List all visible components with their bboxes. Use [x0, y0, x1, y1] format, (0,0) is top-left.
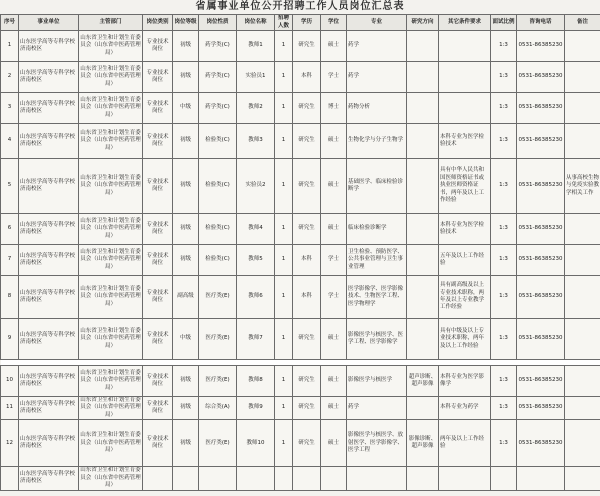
- nature-cell: 医疗类(E): [199, 319, 237, 360]
- post-name-cell: 教师10: [237, 420, 275, 467]
- header-cell: 岗位类别: [143, 15, 173, 31]
- row-number: 12: [1, 420, 19, 467]
- header-cell: 序号: [1, 15, 19, 31]
- requirements-cell: 两年及以上工作经验: [439, 420, 491, 467]
- ratio-cell: 1:3: [491, 124, 517, 159]
- education-cell: 研究生: [293, 397, 321, 420]
- header-cell: 研究方向: [407, 15, 439, 31]
- nature-cell: 医疗类(E): [199, 276, 237, 319]
- document-title: 省属事业单位公开招聘工作人员岗位汇总表: [195, 1, 405, 12]
- row-number: 5: [1, 159, 19, 214]
- post-name-cell: 教师2: [237, 93, 275, 124]
- category-cell: 专业技术岗位: [143, 159, 173, 214]
- nature-cell: 药学类(C): [199, 62, 237, 93]
- phone-cell: 0531-86385230: [517, 93, 565, 124]
- note-cell: [565, 124, 600, 159]
- row-number: 9: [1, 319, 19, 360]
- ratio-cell: 1:3: [491, 420, 517, 467]
- phone-cell: 0531-86385230: [517, 159, 565, 214]
- phone-cell: 0531-86385230: [517, 366, 565, 397]
- degree-cell: 硕士: [321, 397, 347, 420]
- unit-cell: 山东医学高等专科学校济南校区: [19, 467, 79, 490]
- department-cell: 山东省卫生和计划生育委员会（山东省中医药管理局）: [79, 319, 143, 360]
- post-name-cell: 教师5: [237, 245, 275, 276]
- degree-cell: 硕士: [321, 366, 347, 397]
- note-cell: [565, 366, 600, 397]
- education-cell: 研究生: [293, 124, 321, 159]
- nature-cell: 综合类(A): [199, 397, 237, 420]
- ratio-cell: [491, 467, 517, 490]
- post-name-cell: 教师9: [237, 397, 275, 420]
- phone-cell: 0531-86385230: [517, 319, 565, 360]
- direction-cell: [407, 62, 439, 93]
- direction-cell: [407, 245, 439, 276]
- department-cell: 山东省卫生和计划生育委员会（山东省中医药管理局）: [79, 31, 143, 62]
- nature-cell: 药学类(C): [199, 93, 237, 124]
- header-cell: 学位: [321, 15, 347, 31]
- department-cell: 山东省卫生和计划生育委员会（山东省中医药管理局）: [79, 159, 143, 214]
- major-cell: 药物分析: [347, 93, 407, 124]
- table-row: [1, 245, 600, 276]
- row-number: 11: [1, 397, 19, 420]
- education-cell: 研究生: [293, 31, 321, 62]
- major-cell: 卫生检验、预防医学、公共事业管理与卫生事业管理: [347, 245, 407, 276]
- category-cell: 专业技术岗位: [143, 420, 173, 467]
- note-cell: [565, 276, 600, 319]
- education-cell: 研究生: [293, 93, 321, 124]
- department-cell: 山东省卫生和计划生育委员会（山东省中医药管理局）: [79, 420, 143, 467]
- nature-cell: 医疗类(E): [199, 366, 237, 397]
- row-number: 3: [1, 93, 19, 124]
- level-cell: 初级: [173, 62, 199, 93]
- category-cell: 专业技术岗位: [143, 214, 173, 245]
- ratio-cell: 1:3: [491, 31, 517, 62]
- table-row: [1, 31, 600, 62]
- department-cell: 山东省卫生和计划生育委员会（山东省中医药管理局）: [79, 245, 143, 276]
- degree-cell: 硕士: [321, 420, 347, 467]
- phone-cell: 0531-86385230: [517, 276, 565, 319]
- education-cell: 本科: [293, 245, 321, 276]
- table-row: [1, 159, 600, 214]
- note-cell: [565, 397, 600, 420]
- level-cell: 中级: [173, 319, 199, 360]
- row-number: 6: [1, 214, 19, 245]
- post-name-cell: 教师8: [237, 366, 275, 397]
- phone-cell: 0531-86385230: [517, 214, 565, 245]
- education-cell: 研究生: [293, 420, 321, 467]
- phone-cell: [517, 467, 565, 490]
- phone-cell: 0531-86385230: [517, 31, 565, 62]
- row-number: 4: [1, 124, 19, 159]
- education-cell: 本科: [293, 62, 321, 93]
- header-cell: 备注: [565, 15, 600, 31]
- level-cell: 初级: [173, 366, 199, 397]
- level-cell: 初级: [173, 245, 199, 276]
- table-row: [1, 366, 600, 397]
- note-cell: [565, 93, 600, 124]
- department-cell: 山东省卫生和计划生育委员会（山东省中医药管理局）: [79, 366, 143, 397]
- degree-cell: 学士: [321, 276, 347, 319]
- count-cell: 1: [275, 319, 293, 360]
- count-cell: 1: [275, 93, 293, 124]
- direction-cell: [407, 467, 439, 490]
- row-number: 2: [1, 62, 19, 93]
- major-cell: [347, 467, 407, 490]
- nature-cell: 检验类(C): [199, 159, 237, 214]
- education-cell: 研究生: [293, 159, 321, 214]
- note-cell: [565, 31, 600, 62]
- department-cell: 山东省卫生和计划生育委员会（山东省中医药管理局）: [79, 124, 143, 159]
- level-cell: 副高级: [173, 276, 199, 319]
- major-cell: 临床检验诊断学: [347, 214, 407, 245]
- count-cell: 1: [275, 124, 293, 159]
- degree-cell: 硕士: [321, 159, 347, 214]
- ratio-cell: 1:3: [491, 62, 517, 93]
- major-cell: 影像医学与核医学: [347, 366, 407, 397]
- nature-cell: 检验类(C): [199, 214, 237, 245]
- direction-cell: [407, 319, 439, 360]
- requirements-cell: [439, 62, 491, 93]
- requirements-cell: [439, 93, 491, 124]
- nature-cell: 检验类(C): [199, 124, 237, 159]
- education-cell: 研究生: [293, 214, 321, 245]
- ratio-cell: 1:3: [491, 93, 517, 124]
- requirements-cell: 本科专业为药学: [439, 397, 491, 420]
- row-number: 7: [1, 245, 19, 276]
- note-cell: [565, 62, 600, 93]
- table-row: [1, 397, 600, 420]
- header-cell: 岗位性质: [199, 15, 237, 31]
- major-cell: 药学: [347, 62, 407, 93]
- requirements-cell: 本科专业为医学检验技术: [439, 214, 491, 245]
- table-row: [1, 420, 600, 467]
- post-name-cell: 实验员2: [237, 159, 275, 214]
- nature-cell: 检验类(C): [199, 245, 237, 276]
- unit-cell: 山东医学高等专科学校济南校区: [19, 420, 79, 467]
- direction-cell: [407, 124, 439, 159]
- requirements-cell: 具有中级及以上专业技术职称，两年及以上工作经验: [439, 319, 491, 360]
- level-cell: 中级: [173, 93, 199, 124]
- major-cell: 影像医学与核医学、放射医学、医学影像学、医学工程: [347, 420, 407, 467]
- header-cell: 事业单位: [19, 15, 79, 31]
- requirements-cell: 具有中华人民共和国医师资格证书或执业医师资格证书，两年及以上工作经验: [439, 159, 491, 214]
- header-cell: 岗位等级: [173, 15, 199, 31]
- direction-cell: [407, 214, 439, 245]
- direction-cell: [407, 276, 439, 319]
- unit-cell: 山东医学高等专科学校济南校区: [19, 31, 79, 62]
- direction-cell: [407, 397, 439, 420]
- category-cell: 专业技术岗位: [143, 319, 173, 360]
- count-cell: 1: [275, 31, 293, 62]
- level-cell: 初级: [173, 397, 199, 420]
- direction-cell: 超声诊断、超声影像: [407, 366, 439, 397]
- note-cell: [565, 420, 600, 467]
- unit-cell: 山东医学高等专科学校济南校区: [19, 245, 79, 276]
- direction-cell: [407, 159, 439, 214]
- phone-cell: 0531-86385230: [517, 420, 565, 467]
- direction-cell: 影像诊断、超声影像: [407, 420, 439, 467]
- requirements-cell: 本科专业为医学检验技术: [439, 124, 491, 159]
- header-cell: 咨询电话: [517, 15, 565, 31]
- header-cell: 面试比例: [491, 15, 517, 31]
- education-cell: 研究生: [293, 319, 321, 360]
- table-row: [1, 214, 600, 245]
- header-cell: 招聘人数: [275, 15, 293, 31]
- count-cell: 1: [275, 397, 293, 420]
- unit-cell: 山东医学高等专科学校济南校区: [19, 276, 79, 319]
- department-cell: 山东省卫生和计划生育委员会（山东省中医药管理局）: [80, 397, 141, 418]
- category-cell: 专业技术岗位: [143, 397, 173, 420]
- unit-cell: 山东医学高等专科学校济南校区: [19, 397, 79, 420]
- post-name-cell: 教师6: [237, 276, 275, 319]
- major-cell: 影像医学与核医学、医学工程、医学影像学: [347, 319, 407, 360]
- department-cell: 山东省卫生和计划生育委员会（山东省中医药管理局）: [79, 93, 143, 124]
- header-cell: 主管部门: [79, 15, 143, 31]
- ratio-cell: 1:3: [491, 276, 517, 319]
- nature-cell: 医疗类(E): [199, 420, 237, 467]
- degree-cell: 硕士: [321, 319, 347, 360]
- major-cell: 医学影像学、医学影像技术、生物医学工程、医学物理学: [347, 276, 407, 319]
- ratio-cell: 1:3: [491, 366, 517, 397]
- ratio-cell: 1:3: [491, 214, 517, 245]
- category-cell: 专业技术岗位: [143, 93, 173, 124]
- education-cell: 本科: [293, 276, 321, 319]
- post-name-cell: 教师3: [237, 124, 275, 159]
- post-name-cell: 教师1: [237, 31, 275, 62]
- note-cell: [565, 245, 600, 276]
- count-cell: 1: [275, 159, 293, 214]
- requirements-cell: 本科专业为医学影像学: [439, 366, 491, 397]
- unit-cell: 山东医学高等专科学校济南校区: [19, 214, 79, 245]
- positions-table: [0, 14, 600, 491]
- note-cell: 从事高校生物与免疫实验教学相关工作: [565, 159, 600, 214]
- note-cell: [565, 319, 600, 360]
- degree-cell: 硕士: [321, 124, 347, 159]
- requirements-cell: [439, 31, 491, 62]
- direction-cell: [407, 93, 439, 124]
- category-cell: 专业技术岗位: [143, 276, 173, 319]
- table-row: [1, 93, 600, 124]
- degree-cell: [321, 467, 347, 490]
- table-row: [1, 124, 600, 159]
- ratio-cell: 1:3: [491, 319, 517, 360]
- ratio-cell: 1:3: [491, 397, 517, 420]
- post-name-cell: 实验员1: [237, 62, 275, 93]
- count-cell: 1: [275, 62, 293, 93]
- post-name-cell: [237, 467, 275, 490]
- phone-cell: 0531-86385230: [517, 245, 565, 276]
- degree-cell: 硕士: [321, 31, 347, 62]
- ratio-cell: 1:3: [491, 245, 517, 276]
- level-cell: 初级: [173, 31, 199, 62]
- unit-cell: 山东医学高等专科学校济南校区: [19, 93, 79, 124]
- count-cell: 1: [275, 366, 293, 397]
- table-row: [1, 319, 600, 360]
- degree-cell: 学士: [321, 62, 347, 93]
- category-cell: [143, 467, 173, 490]
- degree-cell: 学士: [321, 245, 347, 276]
- ratio-cell: 1:3: [491, 159, 517, 214]
- major-cell: 药学: [347, 397, 407, 420]
- department-cell: 山东省卫生和计划生育委员会（山东省中医药管理局）: [79, 62, 143, 93]
- count-cell: 1: [275, 214, 293, 245]
- note-cell: [565, 214, 600, 245]
- level-cell: 初级: [173, 214, 199, 245]
- requirements-cell: [439, 467, 491, 490]
- table-row: [1, 276, 600, 319]
- requirements-cell: 五年及以上工作经验: [439, 245, 491, 276]
- unit-cell: 山东医学高等专科学校济南校区: [19, 62, 79, 93]
- department-cell: 山东省卫生和计划生育委员会（山东省中医药管理局）: [80, 467, 141, 489]
- count-cell: 1: [275, 420, 293, 467]
- nature-cell: 药学类(C): [199, 31, 237, 62]
- count-cell: [275, 467, 293, 490]
- row-number: 1: [1, 31, 19, 62]
- count-cell: 1: [275, 245, 293, 276]
- category-cell: 专业技术岗位: [143, 31, 173, 62]
- unit-cell: 山东医学高等专科学校济南校区: [19, 124, 79, 159]
- header-cell: 其它条件要求: [439, 15, 491, 31]
- level-cell: 初级: [173, 159, 199, 214]
- row-number: 10: [1, 366, 19, 397]
- phone-cell: 0531-86385230: [517, 62, 565, 93]
- count-cell: 1: [275, 276, 293, 319]
- requirements-cell: 具有副高级及以上专业技术职称，两年及以上专业教学工作经验: [439, 276, 491, 319]
- note-cell: [565, 467, 600, 490]
- post-name-cell: 教师7: [237, 319, 275, 360]
- unit-cell: 山东医学高等专科学校济南校区: [19, 159, 79, 214]
- row-number: 8: [1, 276, 19, 319]
- phone-cell: 0531-86385230: [517, 124, 565, 159]
- row-number: [1, 467, 19, 490]
- department-cell: 山东省卫生和计划生育委员会（山东省中医药管理局）: [79, 276, 143, 319]
- degree-cell: 硕士: [321, 214, 347, 245]
- category-cell: 专业技术岗位: [143, 124, 173, 159]
- unit-cell: 山东医学高等专科学校济南校区: [19, 319, 79, 360]
- major-cell: 药学: [347, 31, 407, 62]
- level-cell: [173, 467, 199, 490]
- category-cell: 专业技术岗位: [143, 366, 173, 397]
- degree-cell: 博士: [321, 93, 347, 124]
- department-cell: 山东省卫生和计划生育委员会（山东省中医药管理局）: [79, 214, 143, 245]
- education-cell: [293, 467, 321, 490]
- category-cell: 专业技术岗位: [143, 62, 173, 93]
- header-cell: 专业: [347, 15, 407, 31]
- direction-cell: [407, 31, 439, 62]
- table-row: [1, 467, 600, 490]
- table-header-row: [1, 15, 600, 31]
- header-cell: 岗位名称: [237, 15, 275, 31]
- major-cell: 基础医学、临床检验诊断学: [347, 159, 407, 214]
- nature-cell: [199, 467, 237, 490]
- phone-cell: 0531-86385230: [517, 397, 565, 420]
- unit-cell: 山东医学高等专科学校济南校区: [19, 366, 79, 397]
- header-cell: 学历: [293, 15, 321, 31]
- table-row: [1, 62, 600, 93]
- education-cell: 研究生: [293, 366, 321, 397]
- category-cell: 专业技术岗位: [143, 245, 173, 276]
- level-cell: 初级: [173, 420, 199, 467]
- major-cell: 生物化学与分子生物学: [347, 124, 407, 159]
- level-cell: 初级: [173, 124, 199, 159]
- post-name-cell: 教师4: [237, 214, 275, 245]
